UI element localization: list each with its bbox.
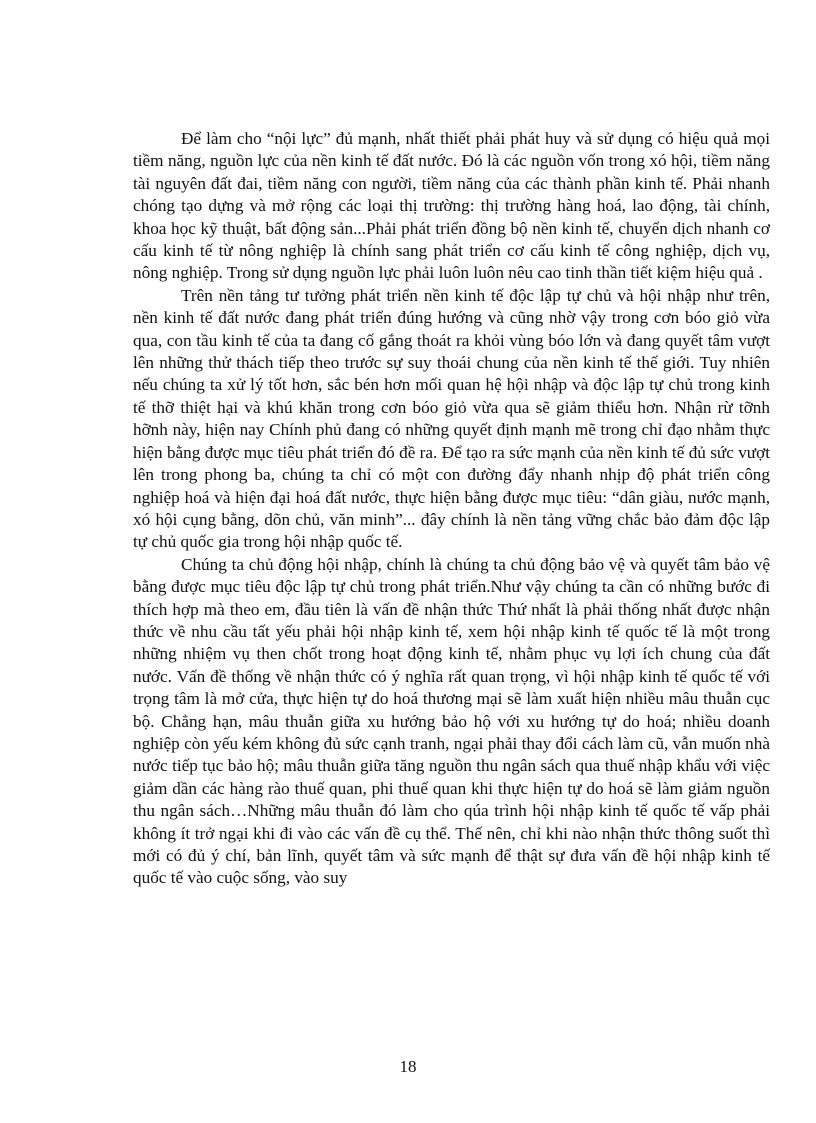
document-body bbox=[133, 128, 770, 890]
paragraph-independence-integration: Trên nền tảng tư tưởng phát triển nền kinh tế độc lập tự chủ và hội nhập như trên, nền kinh tế đất nước đang phát triển đúng hướng và cũng nhờ vậy trong cơn bóo giỏ vừa qua, con tầu kinh tế của ta đang cố gắng thoát ra khỏi vùng bóo lớn và đang quyết tâm vượt lên những thử thách tiếp theo trước sự suy thoái chung của nền kinh tế thế giới. Tuy nhiên nếu chúng ta xử lý tốt hơn, sắc bén hơn mối quan hệ hội nhập và độc lập tự chủ trong kinh tế thỡ thiệt hại và khú khăn trong cơn bóo giỏ vừa qua sẽ giảm thiểu hơn. Nhận rừ tỡnh hỡnh này, hiện nay Chính phủ đang có những quyết định mạnh mẽ trong chỉ đạo nhằm thực hiện bằng được mục tiêu phát triển đó đề ra. Để tạo ra sức mạnh của nền kinh tế đủ sức vượt lên trong phong ba, chúng ta chỉ có một con đường đẩy nhanh nhịp độ phát triển công nghiệp hoá và hiện đại hoá đất nước, thực hiện bằng được mục tiêu: “dân giàu, nước mạnh, xó hội cụng bằng, dõn chủ, văn minh”... đây chính là nền tảng vững chắc bảo đảm độc lập tự chủ quốc gia trong hội nhập quốc tế. bbox=[133, 285, 770, 552]
paragraph-proactive-integration: Chúng ta chủ động hội nhập, chính là chúng ta chủ động bảo vệ và quyết tâm bảo vệ bằng được mục tiêu độc lập tự chủ trong phát triển.Như vậy chúng ta cần có những bước đi thích hợp mà theo em, đầu tiên là vấn đề nhận thức Thứ nhất là phải thống nhất được nhận thức về nhu cầu tất yếu phải hội nhập kinh tế, xem hội nhập kinh tế quốc tế là một trong những nhiệm vụ then chốt trong hoạt động kinh tế, nhằm phục vụ lợi ích chung của đất nước. Vấn đề thống về nhận thức có ý nghĩa rất quan trọng, vì hội nhập kinh tế quốc tế với trọng tâm là mở cửa, thực hiện tự do hoá thương mại sẽ làm xuất hiện nhiều mâu thuẫn cục bộ. Chẳng hạn, mâu thuẫn giữa xu hướng bảo hộ với xu hướng tự do hoá; nhiều doanh nghiệp còn yếu kém không đủ sức cạnh tranh, ngại phải thay đổi cách làm cũ, vẫn muốn nhà nước tiếp tục bảo hộ; mâu thuẫn giữa tăng nguồn thu ngân sách qua thuế nhập khẩu với việc giảm dần các hàng rào thuế quan, phi thuế quan khi thực hiện tự do hoá sẽ làm giảm nguồn thu ngân sách…Những mâu thuẫn đó làm cho qúa trình hội nhập kinh tế quốc tế vấp phải không ít trở ngại khi đi vào các vấn đề cụ thể. Thế nên, chỉ khi nào nhận thức thông suốt thì mới có đủ ý chí, bản lĩnh, quyết tâm và sức mạnh để thật sự đưa vấn đề hội nhập kinh tế quốc tế vào cuộc sống, vào suy bbox=[133, 554, 770, 888]
paragraph-internal-strength: Để làm cho “nội lực” đủ mạnh, nhất thiết phải phát huy và sử dụng có hiệu quả mọi tiềm năng, nguồn lực của nền kinh tế đất nước. Đó là các nguồn vốn trong xó hội, tiềm năng tài nguyên đất đai, tiềm năng con người, tiềm năng của các thành phần kinh tế. Phải nhanh chóng tạo dựng và mở rộng các loại thị trường: thị trường hàng hoá, lao động, tài chính, khoa học kỹ thuật, bất động sản...Phải phát triển đồng bộ nền kinh tế, chuyển dịch nhanh cơ cấu kinh tế từ nông nghiệp là chính sang phát triển cơ cấu kinh tế công nghiệp, dịch vụ, nông nghiệp. Trong sử dụng nguồn lực phải luôn luôn nêu cao tinh thần tiết kiệm hiệu quả . bbox=[133, 129, 770, 283]
page-number: 18 bbox=[399, 1057, 417, 1076]
